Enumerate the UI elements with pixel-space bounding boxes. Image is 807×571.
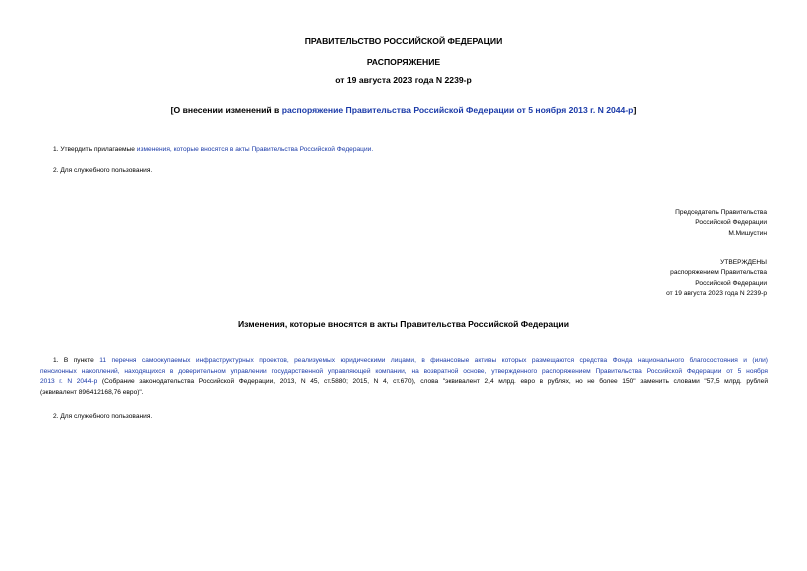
paragraph-line: (эквивалент 896412168,76 евро)". [40,388,144,396]
item-2: 2. Для служебного пользования. [53,167,153,174]
approved-date: от 19 августа 2023 года N 2239-р [666,289,767,297]
item-1-suffix[interactable]: , которые вносятся в акты Правительства Российской Федерации. [169,146,374,153]
order-link[interactable]: распоряжением Правительства Российской Федерации от 5 ноября [542,367,768,375]
approved-label: УТВЕРЖДЕНЫ [720,259,767,266]
subject-link[interactable]: распоряжение Правительства Российской Федерации от 5 ноября 2013 г. N 2044-р [281,105,634,115]
order-link-end[interactable]: 2013 г. N 2044-р [40,378,98,385]
signature-country: Российской Федерации [695,219,767,227]
subject-heading [0,105,807,116]
approved-block [666,258,767,299]
date-number-heading: от 19 августа 2023 года N 2239-р [335,75,472,85]
para1-l3-b: (Собрание законодательства Российской Федерации, 2013, N 45, ст.5880; 2015, N 4, ст.670), слова "эквивалент 2,4 млрд. евро в рублях, но не более 150" заменить словами "57,5 млрд. рублей [97,378,769,385]
item-1-link[interactable]: изменения [136,146,170,153]
item-1-prefix: 1. Утвердить прилагаемые [53,146,137,153]
approved-by: распоряжением Правительства [670,269,767,277]
para1-l1-a: 1. В пункте [53,357,100,364]
subject-suffix: ] [633,105,637,115]
government-heading: ПРАВИТЕЛЬСТВО РОССИЙСКОЙ ФЕДЕРАЦИИ [304,36,503,46]
signature-name: М.Мишустин [728,229,767,237]
signature-block [675,208,767,239]
para1-l1-b[interactable]: самоокупаемых инфраструктурных проектов, реализуемых юридическими лицами, в финансовые активы которых размещаются средства Фонда национального благосостояния и (или) [136,357,768,364]
approved-country: Российской Федерации [695,279,767,287]
list-item-link[interactable]: 11 перечня [99,357,137,364]
subject-prefix: [О внесении изменений в [170,105,282,115]
changes-title: Изменения, которые вносятся в акты Правительства Российской Федерации [237,319,569,329]
changes-item-2: 2. Для служебного пользования. [53,413,153,420]
item-1 [53,145,373,155]
doc-type-heading: РАСПОРЯЖЕНИЕ [366,57,441,67]
paragraph-line [40,377,768,388]
changes-paragraph-1 [40,356,768,398]
para1-l2-a[interactable]: пенсионных накоплений, находящихся в доверительном управлении государственной управляющей компании, на возвратной основе, утвержденного [40,367,543,375]
paragraph-line [40,356,768,367]
paragraph-line [40,367,768,378]
signature-title: Председатель Правительства [675,209,767,216]
